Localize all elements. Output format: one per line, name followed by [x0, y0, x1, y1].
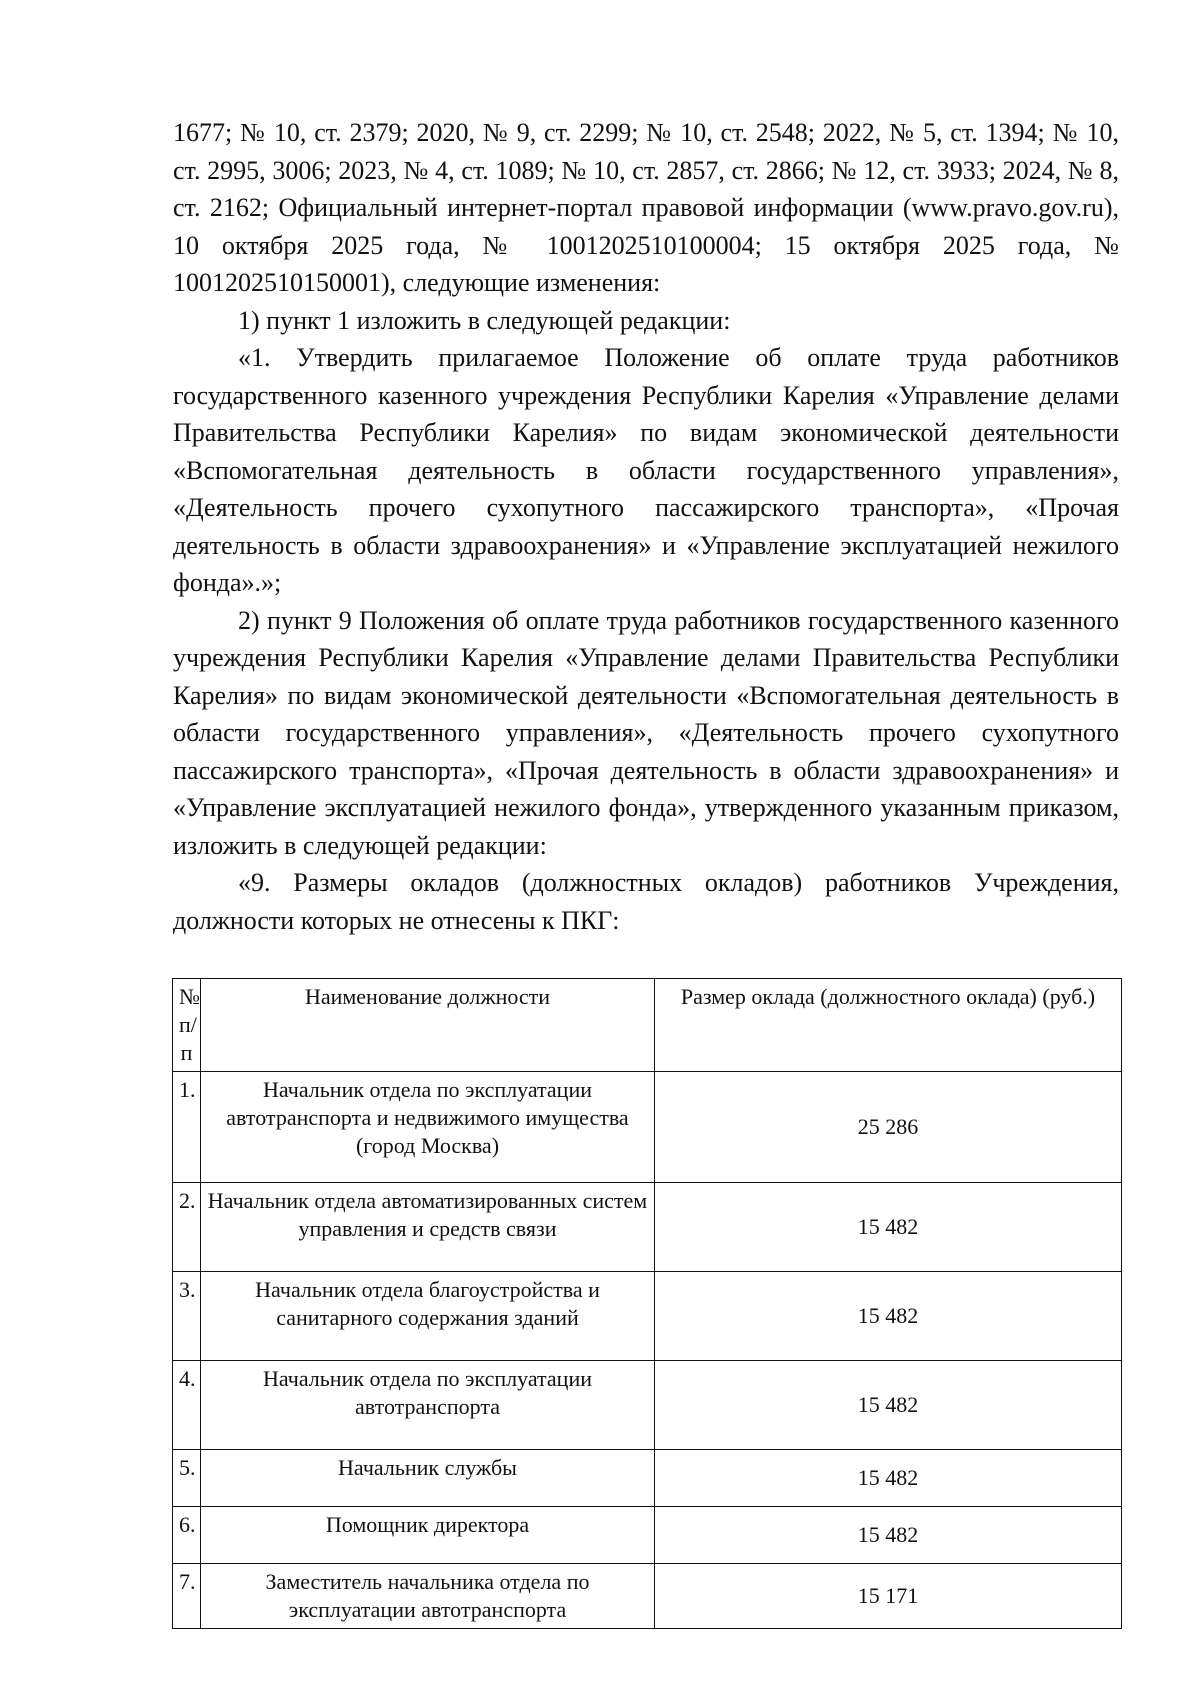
row-position-name: Начальник службы [201, 1450, 655, 1507]
paragraph-quote-9: «9. Размеры окладов (должностных окладов) работников Учреждения, должности которых не отнесены к ПКГ: [173, 868, 1119, 935]
row-salary-size: 15 171 [655, 1564, 1122, 1629]
table-row [173, 1183, 1122, 1272]
row-position-name: Помощник директора [201, 1507, 655, 1564]
row-number: 4. [173, 1361, 201, 1450]
table-row [173, 1361, 1122, 1450]
row-number: 2. [173, 1183, 201, 1272]
paragraph-quote-1: «1. Утвердить прилагаемое Положение об оплате труда работников государственного казенного учреждения Республики Карелия «Управление делами Правительства Республики Карелия» по видам экономической деятельности «Вспомогательная деятельность в области государственного управления», «Деятельность прочего сухопутного пассажирского транспорта», «Прочая деятельность в области здравоохранения» и «Управление эксплуатацией нежилого фонда».»; [173, 343, 1119, 597]
table-row [173, 1507, 1122, 1564]
table-row [173, 1564, 1122, 1629]
row-number: 5. [173, 1450, 201, 1507]
row-number: 1. [173, 1072, 201, 1183]
paragraph-item-2: 2) пункт 9 Положения об оплате труда работников государственного казенного учреждения Республики Карелия «Управление делами Правительства Республики Карелия» по видам экономической деятельности «Вспомогательная деятельность в области государственного управления», «Деятельность прочего сухопутного пассажирского транспорта», «Прочая деятельность в области здравоохранения» и «Управление эксплуатацией нежилого фонда», утвержденного указанным приказом, изложить в следующей редакции: [173, 605, 1119, 860]
table-row [173, 1450, 1122, 1507]
row-salary-size: 15 482 [655, 1507, 1122, 1564]
header-salary-size: Размер оклада (должностного оклада) (руб.) [655, 979, 1122, 1072]
paragraph-item-1: 1) пункт 1 изложить в следующей редакции: [238, 305, 731, 335]
row-number: 6. [173, 1507, 201, 1564]
row-number: 3. [173, 1272, 201, 1361]
paragraph-continuation: 1677; № 10, ст. 2379; 2020, № 9, ст. 2299; № 10, ст. 2548; 2022, № 5, ст. 1394; № 10, ст. 2995, 3006; 2023, № 4, ст. 1089; № 10, ст. 2857, ст. 2866; № 12, ст. 3933; 2024, № 8, ст. 2162; Официальный интернет-портал правовой информации (www.pravo.gov.ru), 10 октября 2025 года, № 1001202510100004; 15 октября 2025 года, № 1001202510150001), следующие изменения: [173, 118, 1119, 297]
header-position-name: Наименование должности [201, 979, 655, 1072]
table-row [173, 1072, 1122, 1183]
table-header-row [173, 979, 1122, 1072]
row-position-name: Заместитель начальника отдела по эксплуатации автотранспорта [201, 1564, 655, 1629]
row-position-name: Начальник отдела благоустройства и санитарного содержания зданий [201, 1272, 655, 1361]
row-salary-size: 25 286 [655, 1072, 1122, 1183]
row-position-name: Начальник отдела автоматизированных систем управления и средств связи [201, 1183, 655, 1272]
row-position-name: Начальник отдела по эксплуатации автотранспорта и недвижимого имущества (город Москва) [201, 1072, 655, 1183]
row-salary-size: 15 482 [655, 1361, 1122, 1450]
row-salary-size: 15 482 [655, 1450, 1122, 1507]
row-position-name: Начальник отдела по эксплуатации автотранспорта [201, 1361, 655, 1450]
document-body [173, 114, 1119, 939]
row-number: 7. [173, 1564, 201, 1629]
salary-table [172, 978, 1122, 1629]
table-row [173, 1272, 1122, 1361]
row-salary-size: 15 482 [655, 1183, 1122, 1272]
header-number: № п/п [173, 979, 201, 1072]
row-salary-size: 15 482 [655, 1272, 1122, 1361]
